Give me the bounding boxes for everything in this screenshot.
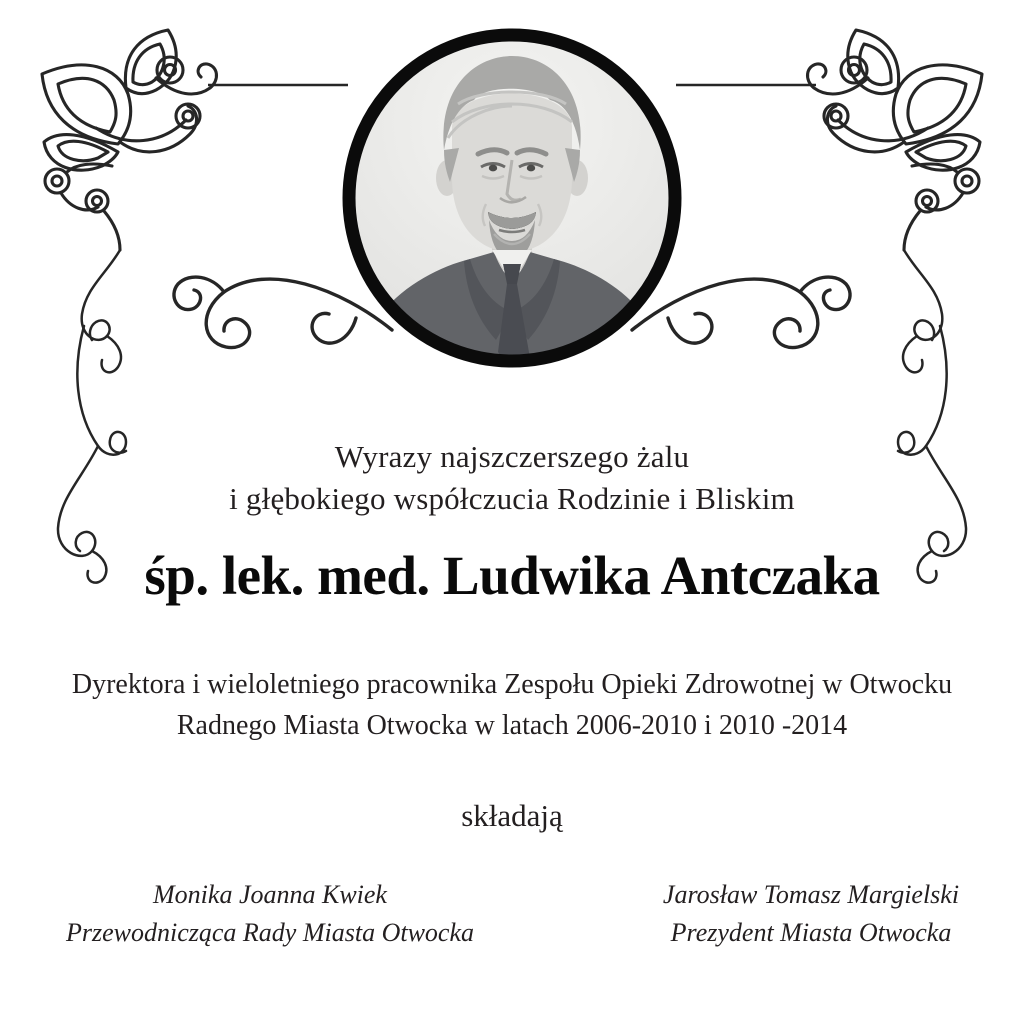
signatory-name: Jarosław Tomasz Margielski — [662, 880, 960, 909]
signatory-name: Monika Joanna Kwiek — [153, 880, 387, 909]
submitted-by-label: składają — [461, 798, 563, 833]
signatory-title: Prezydent Miasta Otwocka — [670, 918, 952, 947]
portrait-image — [342, 28, 682, 368]
signatory-left — [40, 876, 500, 952]
role-line-1: Dyrektora i wieloletniego pracownika Zespołu Opieki Zdrowotnej w Otwocku — [71, 669, 953, 700]
deceased-name-headline: śp. lek. med. Ludwika Antczaka — [144, 545, 880, 606]
condolence-line-1: Wyrazy najszczerszego żalu — [334, 439, 690, 474]
deceased-portrait-photo — [342, 28, 682, 368]
condolence-text — [0, 436, 1024, 520]
condolence-line-2: i głębokiego współczucia Rodzinie i Bliskim — [229, 481, 795, 516]
signatory-title: Przewodnicząca Rady Miasta Otwocka — [66, 918, 474, 947]
deceased-roles — [0, 664, 1024, 746]
role-line-2: Radnego Miasta Otwocka w latach 2006-2010 i 2010 -2014 — [176, 710, 848, 741]
signatory-right — [596, 876, 1024, 952]
